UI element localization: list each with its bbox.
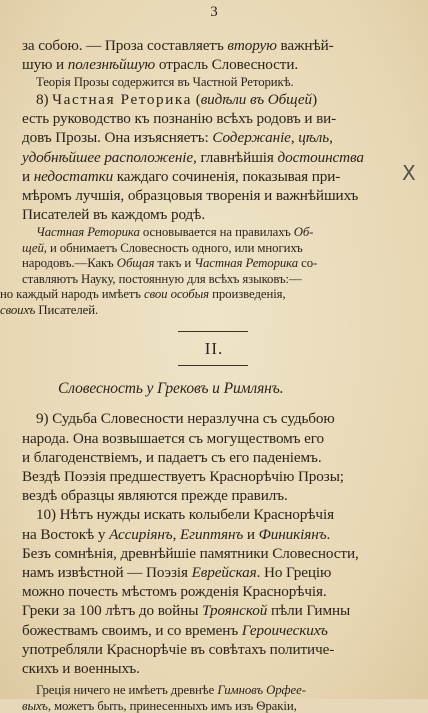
text-line: употребляли Краснорѣчіе въ совѣтахъ политиче- <box>22 640 335 658</box>
note-line: Частная Реторика основывается на правилахъ Об- <box>36 225 314 240</box>
paragraph-start: 9) Судьба Словесности неразлучна съ судьбою <box>36 410 335 428</box>
note-line: но каждый народъ имѣетъ свои особыя произведенія, <box>0 287 286 302</box>
text-line: на Востокѣ у Ассиріянъ, Египтянъ и Финикіянъ. <box>22 525 331 543</box>
section-heading: Словесность у Грековъ и Римлянъ. <box>58 380 284 398</box>
note-line: щей, и обнимаетъ Словесность одного, или многихъ <box>22 240 303 255</box>
margin-pencil-mark: X <box>402 161 416 185</box>
text-line: можно почесть мѣстомъ рожденія Краснорѣчія. <box>22 583 327 601</box>
page-number: 3 <box>210 4 218 20</box>
text-line: Греки за 100 лѣтъ до войны Троянской пѣли Гимны <box>22 602 351 620</box>
text-line: довъ Прозы. Она изъясняетъ: Содержаніе, цѣль, <box>22 129 333 147</box>
paragraph-start: 8) Частная Реторика (видѣли въ Общей) <box>36 90 318 108</box>
text-line: Безъ сомнѣнія, древнѣйшіе памятники Словесности, <box>22 544 359 562</box>
text-line: и благоденствіемъ, и падаетъ съ его паденіемъ. <box>22 448 322 466</box>
note-line: своихъ Писателей. <box>0 302 99 317</box>
text-line: удобнѣйшее расположеніе, главнѣйшія достоинства <box>22 148 364 166</box>
note-line: Греція ничего не имѣетъ древнѣе Гимновъ Орфее- <box>36 683 306 698</box>
text-line: намъ извѣстной — Поэзія Еврейская. Но Грецію <box>22 563 332 581</box>
note-line: выхъ, можетъ быть, принесенныхъ имъ изъ Ѳракіи, <box>22 698 297 713</box>
text-line: божествамъ своимъ, и со временъ Героическихъ <box>22 621 328 639</box>
text-line: за собою. — Проза составляетъ вторую важнѣй- <box>22 37 334 54</box>
text-line: Вездѣ Поэзія предшествуетъ Краснорѣчію Прозы; <box>22 467 344 485</box>
section-number: II. <box>204 339 224 359</box>
text-line: вездѣ образцы являются прежде правилъ. <box>22 487 288 505</box>
text-line: шую и полезнѣйшую отрасль Словесности. <box>22 56 299 74</box>
section-rule-bottom <box>178 365 248 366</box>
note-line: народовъ.—Какъ Общая такъ и Частная Реторика со- <box>22 256 318 271</box>
text-line: скихъ и военныхъ. <box>22 659 140 677</box>
text-line: и недостатки каждаго сочиненія, показывая при- <box>22 167 341 185</box>
section-rule-top <box>178 331 248 332</box>
note-line: ставляютъ Науку, постоянную для всѣхъ языковъ:— <box>22 271 302 286</box>
text-line: народа. Она возвышается съ могуществомъ его <box>22 429 325 447</box>
paragraph-start: 10) Нѣтъ нужды искать колыбели Краснорѣчія <box>36 506 334 524</box>
text-line-small: Теорія Прозы содержится въ Частной Реторикѣ. <box>36 75 294 90</box>
text-line: есть руководство къ познанію всѣхъ родовъ и ви- <box>22 110 337 128</box>
text-line: Писателей въ каждомъ родѣ. <box>22 206 206 224</box>
text-line: мѣромъ лучшія, образцовыя творенія и важнѣйшихъ <box>22 186 359 204</box>
